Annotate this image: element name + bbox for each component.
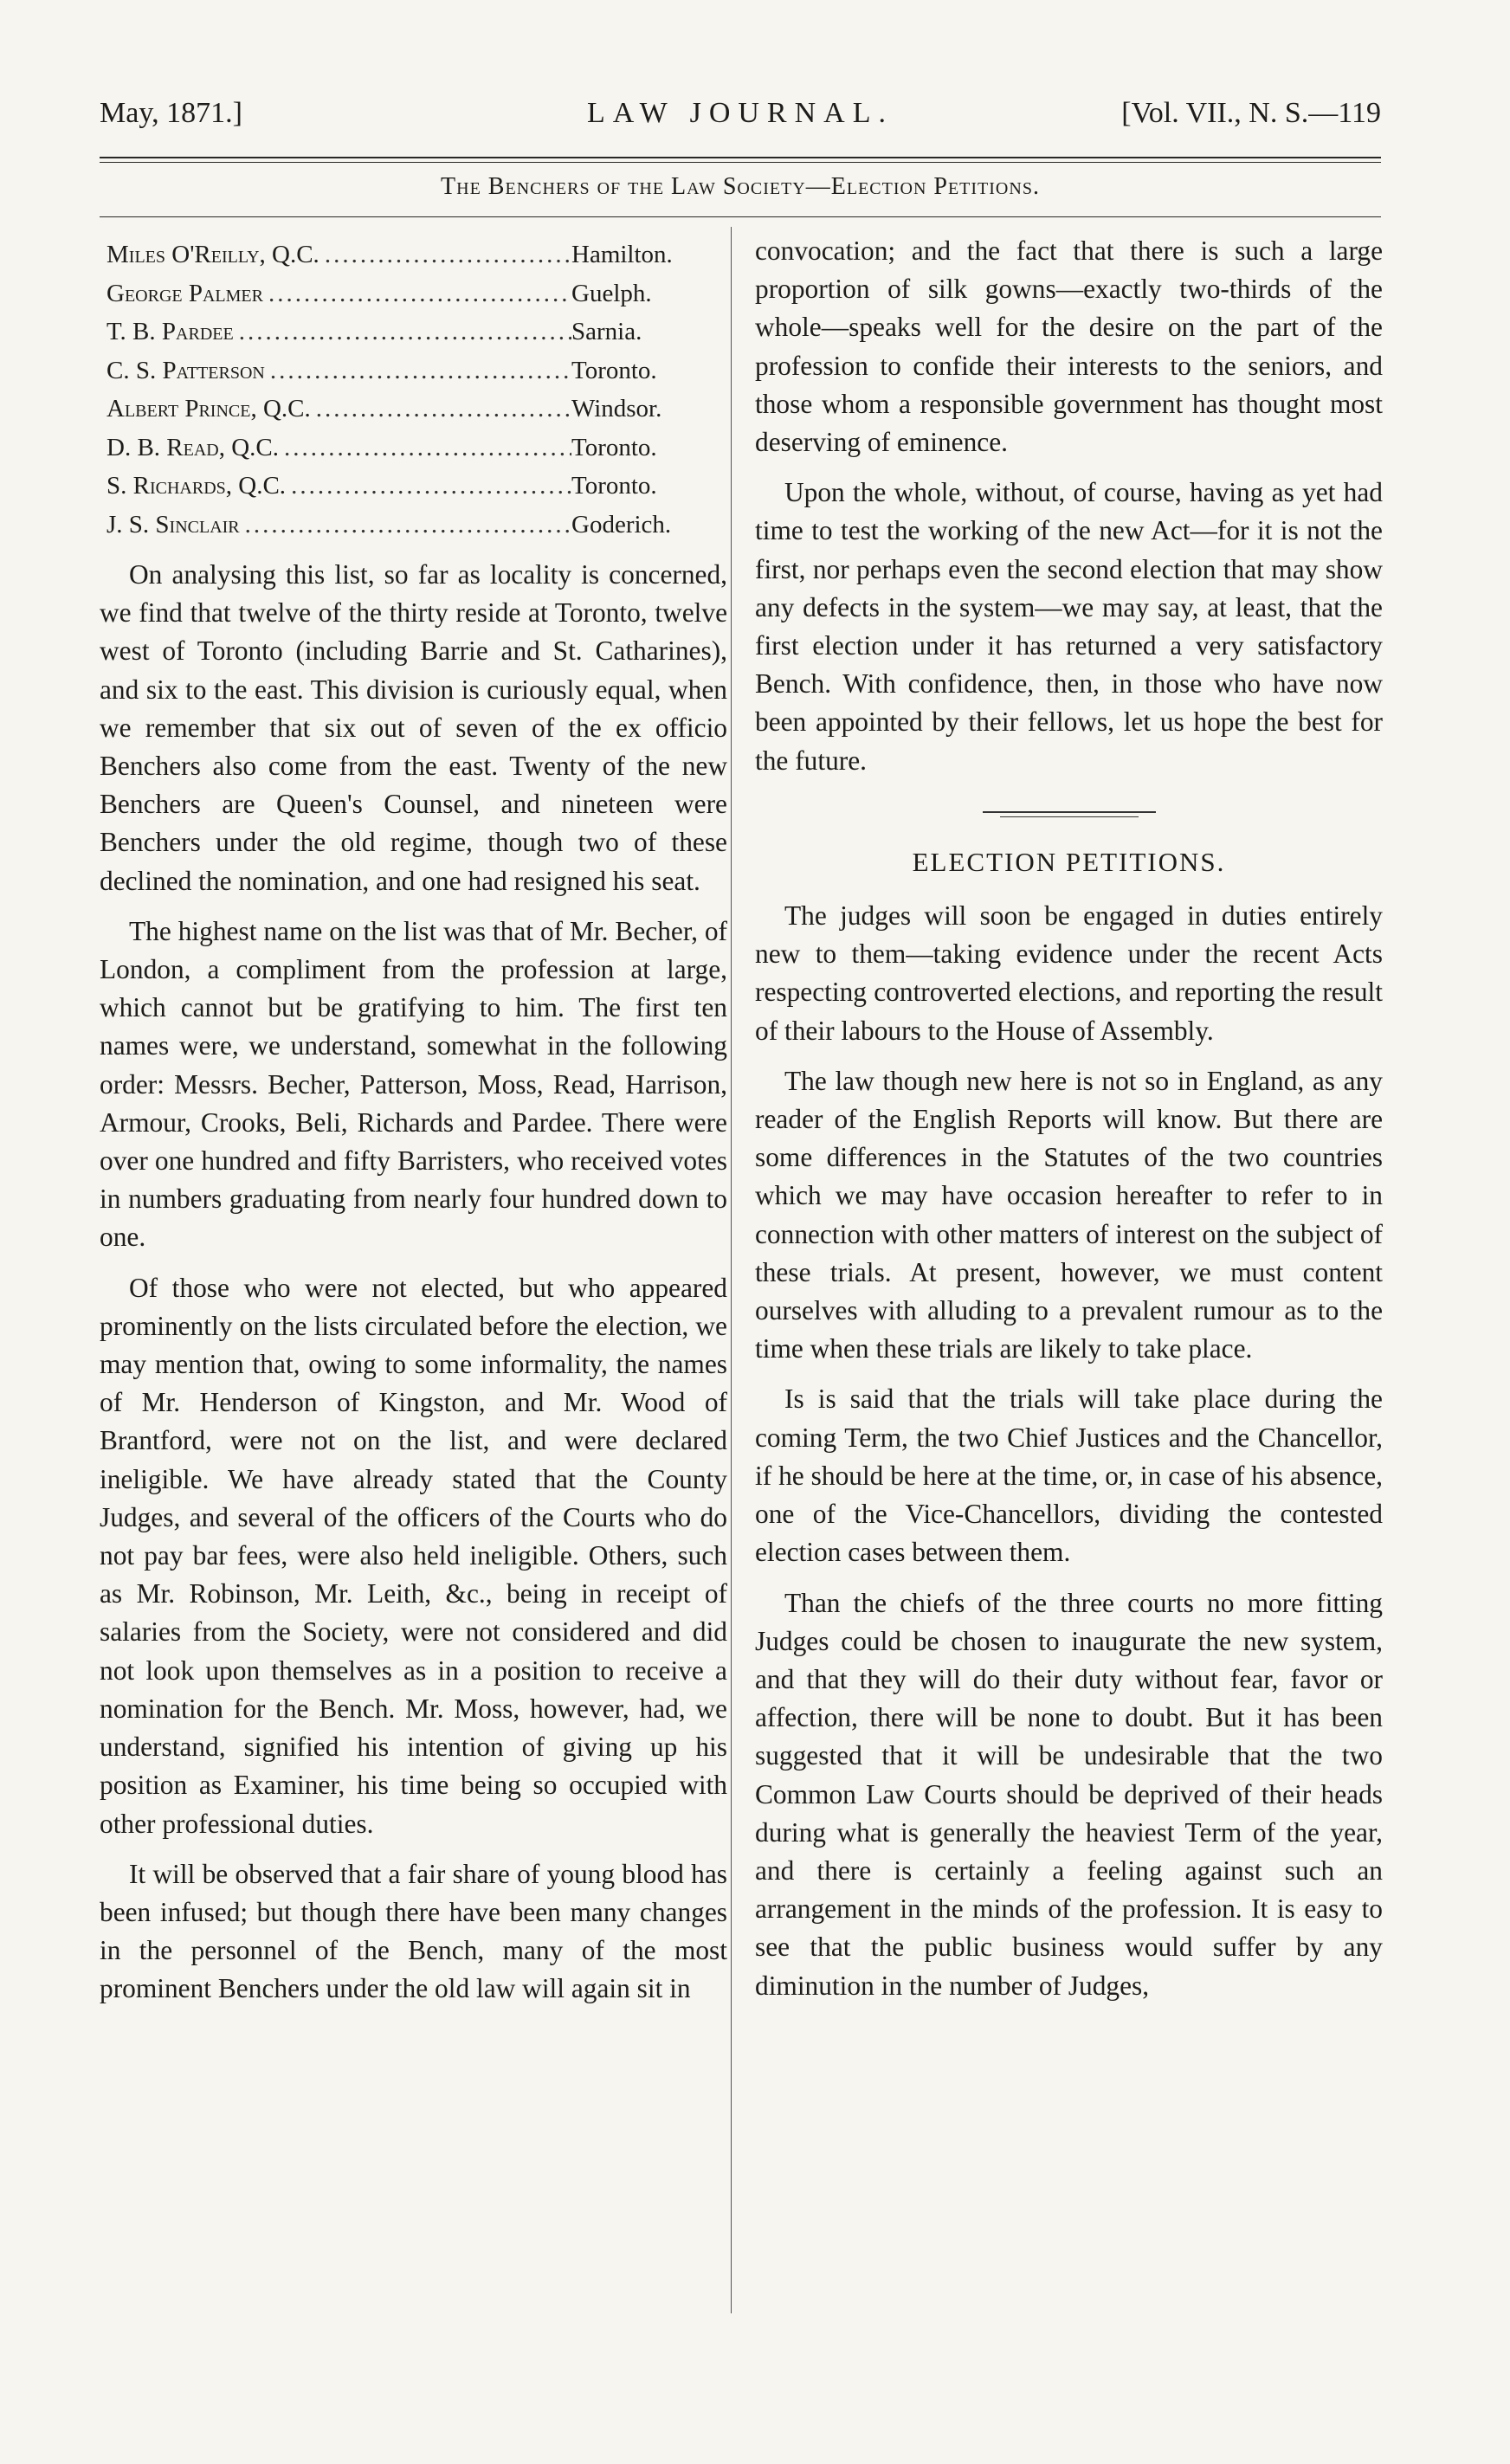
paragraph: The highest name on the list was that of Mr. Becher, of London, a compliment from the profession at large, which cannot but be gratifying to him. The first ten names were, we understand, somewhat in the following order: Messrs. Becher, Patterson, Moss, Read, Harrison, Armour, Crooks, Beli, Richards and Pardee. There were over one hundred and fifty Barristers, who received votes in numbers graduating from nearly four hundred down to one. [100,915,727,1253]
right-column [755,232,1383,2017]
paragraph: Is is said that the trials will take place during the coming Term, the two Chief Justices and the Chancellor, if he should be here at the time, or, in case of his absence, one of the Vice-Chancellors, dividing the contested election cases between them. [755,1384,1383,1568]
bencher-place: Windsor. [571,395,662,422]
bencher-row [100,274,727,313]
leader-dots [279,429,571,468]
bencher-name: C. S. Patterson [106,356,265,384]
bencher-place: Toronto. [571,433,657,461]
leader-dots [286,467,571,506]
paragraph: The law though new here is not so in England, as any reader of the English Reports will know. But there are some differences in the Statutes of the two countries which we may have occasion hereafter to refer to in connection with other matters of interest on the subject of these trials. At present, however, we must content ourselves with alluding to a prevalent rumour as to the time when these trials are likely to take place. [755,1065,1383,1364]
bencher-name: Miles O'Reilly, Q.C. [106,241,319,268]
bencher-row [100,235,727,274]
leader-dots [319,235,571,274]
subtitle-rule [100,216,1381,217]
leader-dots [265,352,571,390]
leader-dots [234,313,571,352]
left-column [100,232,727,2021]
paragraph: Of those who were not elected, but who appeared prominently on the lists circulated before the election, we may mention that, owing to some informality, the names of Mr. Henderson of Kingston, and Mr. Wood of Brantford, were not on the list, and were declared ineligible. We have already stated that the County Judges, and several of the officers of the Courts who do not pay bar fees, were also held ineligible. Others, such as Mr. Robinson, Mr. Leith, &c., being in receipt of salaries from the Society, were not considered and did not look upon themselves as in a position to receive a nomination for the Bench. Mr. Moss, however, had, we understand, signified his intention of giving up his position as Examiner, his time being so occupied with other professional duties. [100,1272,727,1839]
bencher-place: Guelph. [571,279,652,307]
bencher-name: Albert Prince, Q.C. [106,395,311,422]
bencher-place: Toronto. [571,472,657,500]
bencher-row [100,429,727,468]
leader-dots [240,506,571,545]
section-separator [983,811,1156,817]
paragraph: On analysing this list, so far as locality is concerned, we find that twelve of the thirty reside at Toronto, twelve west of Toronto (including Barrie and St. Catharines), and six to the east. This division is curiously equal, when we remember that six out of seven of the ex officio Benchers also come from the east. Twenty of the new Benchers are Queen's Counsel, and nineteen were Benchers under the old regime, though two of these declined the nomination, and one had resigned his seat. [100,559,727,896]
bencher-row [100,467,727,506]
paragraph: The judges will soon be engaged in duties entirely new to them—taking evidence under the recent Acts respecting controverted elections, and reporting the result of their labours to the House of Assembly. [755,900,1383,1046]
paragraph: It will be observed that a fair share of young blood has been infused; but though there have been many changes in the personnel of the Bench, many of the most prominent Benchers under the old law will again sit in [100,1858,727,2004]
paragraph: convocation; and the fact that there is such a large proportion of silk gowns—exactly two-thirds of the whole—speaks well for the desire on the part of the profession to confide their interests to the seniors, and those whom a responsible government has thought most deserving of eminence. [755,235,1383,458]
bencher-name: J. S. Sinclair [106,510,240,539]
bencher-name: D. B. Read, Q.C. [106,433,280,461]
leader-dots [311,390,571,429]
column-divider [731,227,732,2313]
bencher-row [100,390,727,429]
header-rule [100,157,1381,158]
running-header [100,87,1381,139]
paragraph: Than the chiefs of the three courts no more fitting Judges could be chosen to inaugurate the new system, and that they will do their duty without fear, favor or affection, there will be none to doubt. But it has been suggested that it will be undesirable that the two Common Law Courts should be deprived of their heads during what is generally the heaviest Term of the year, and there is certainly a feeling against such an arrangement in the minds of the profession. It is easy to see that the public business would suffer by any diminution in the number of Judges, [755,1587,1383,2001]
bencher-row [100,313,727,352]
leader-dots [263,274,571,313]
header-rule-thin [100,162,1381,163]
header-date: May, 1871.] [100,97,242,129]
bencher-place: Hamilton. [571,241,673,268]
paragraph: Upon the whole, without, of course, having as yet had time to test the working of the new Act—for it is not the first, nor perhaps even the second election that may show any defects in the system—we may say, at least, that the first election under it has returned a very satisfactory Bench. With confidence, then, in those who have now been appointed by their fellows, let us hope the best for the future. [755,477,1383,776]
bencher-name: S. Richards, Q.C. [106,472,287,500]
bencher-name: T. B. Pardee [106,318,234,345]
bencher-row [100,506,727,545]
bencher-place: Sarnia. [571,318,642,345]
header-journal-title: LAW JOURNAL. [587,97,894,129]
benchers-list [100,235,727,544]
bencher-name: George Palmer [106,279,263,307]
page-subtitle: The Benchers of the Law Society—Election Petitions. [441,173,1040,200]
bencher-row [100,352,727,390]
bencher-place: Toronto. [571,356,657,384]
header-volume: [Vol. VII., N. S.—119 [1121,97,1381,129]
bencher-place: Goderich. [571,510,672,539]
section-heading: ELECTION PETITIONS. [912,846,1226,877]
